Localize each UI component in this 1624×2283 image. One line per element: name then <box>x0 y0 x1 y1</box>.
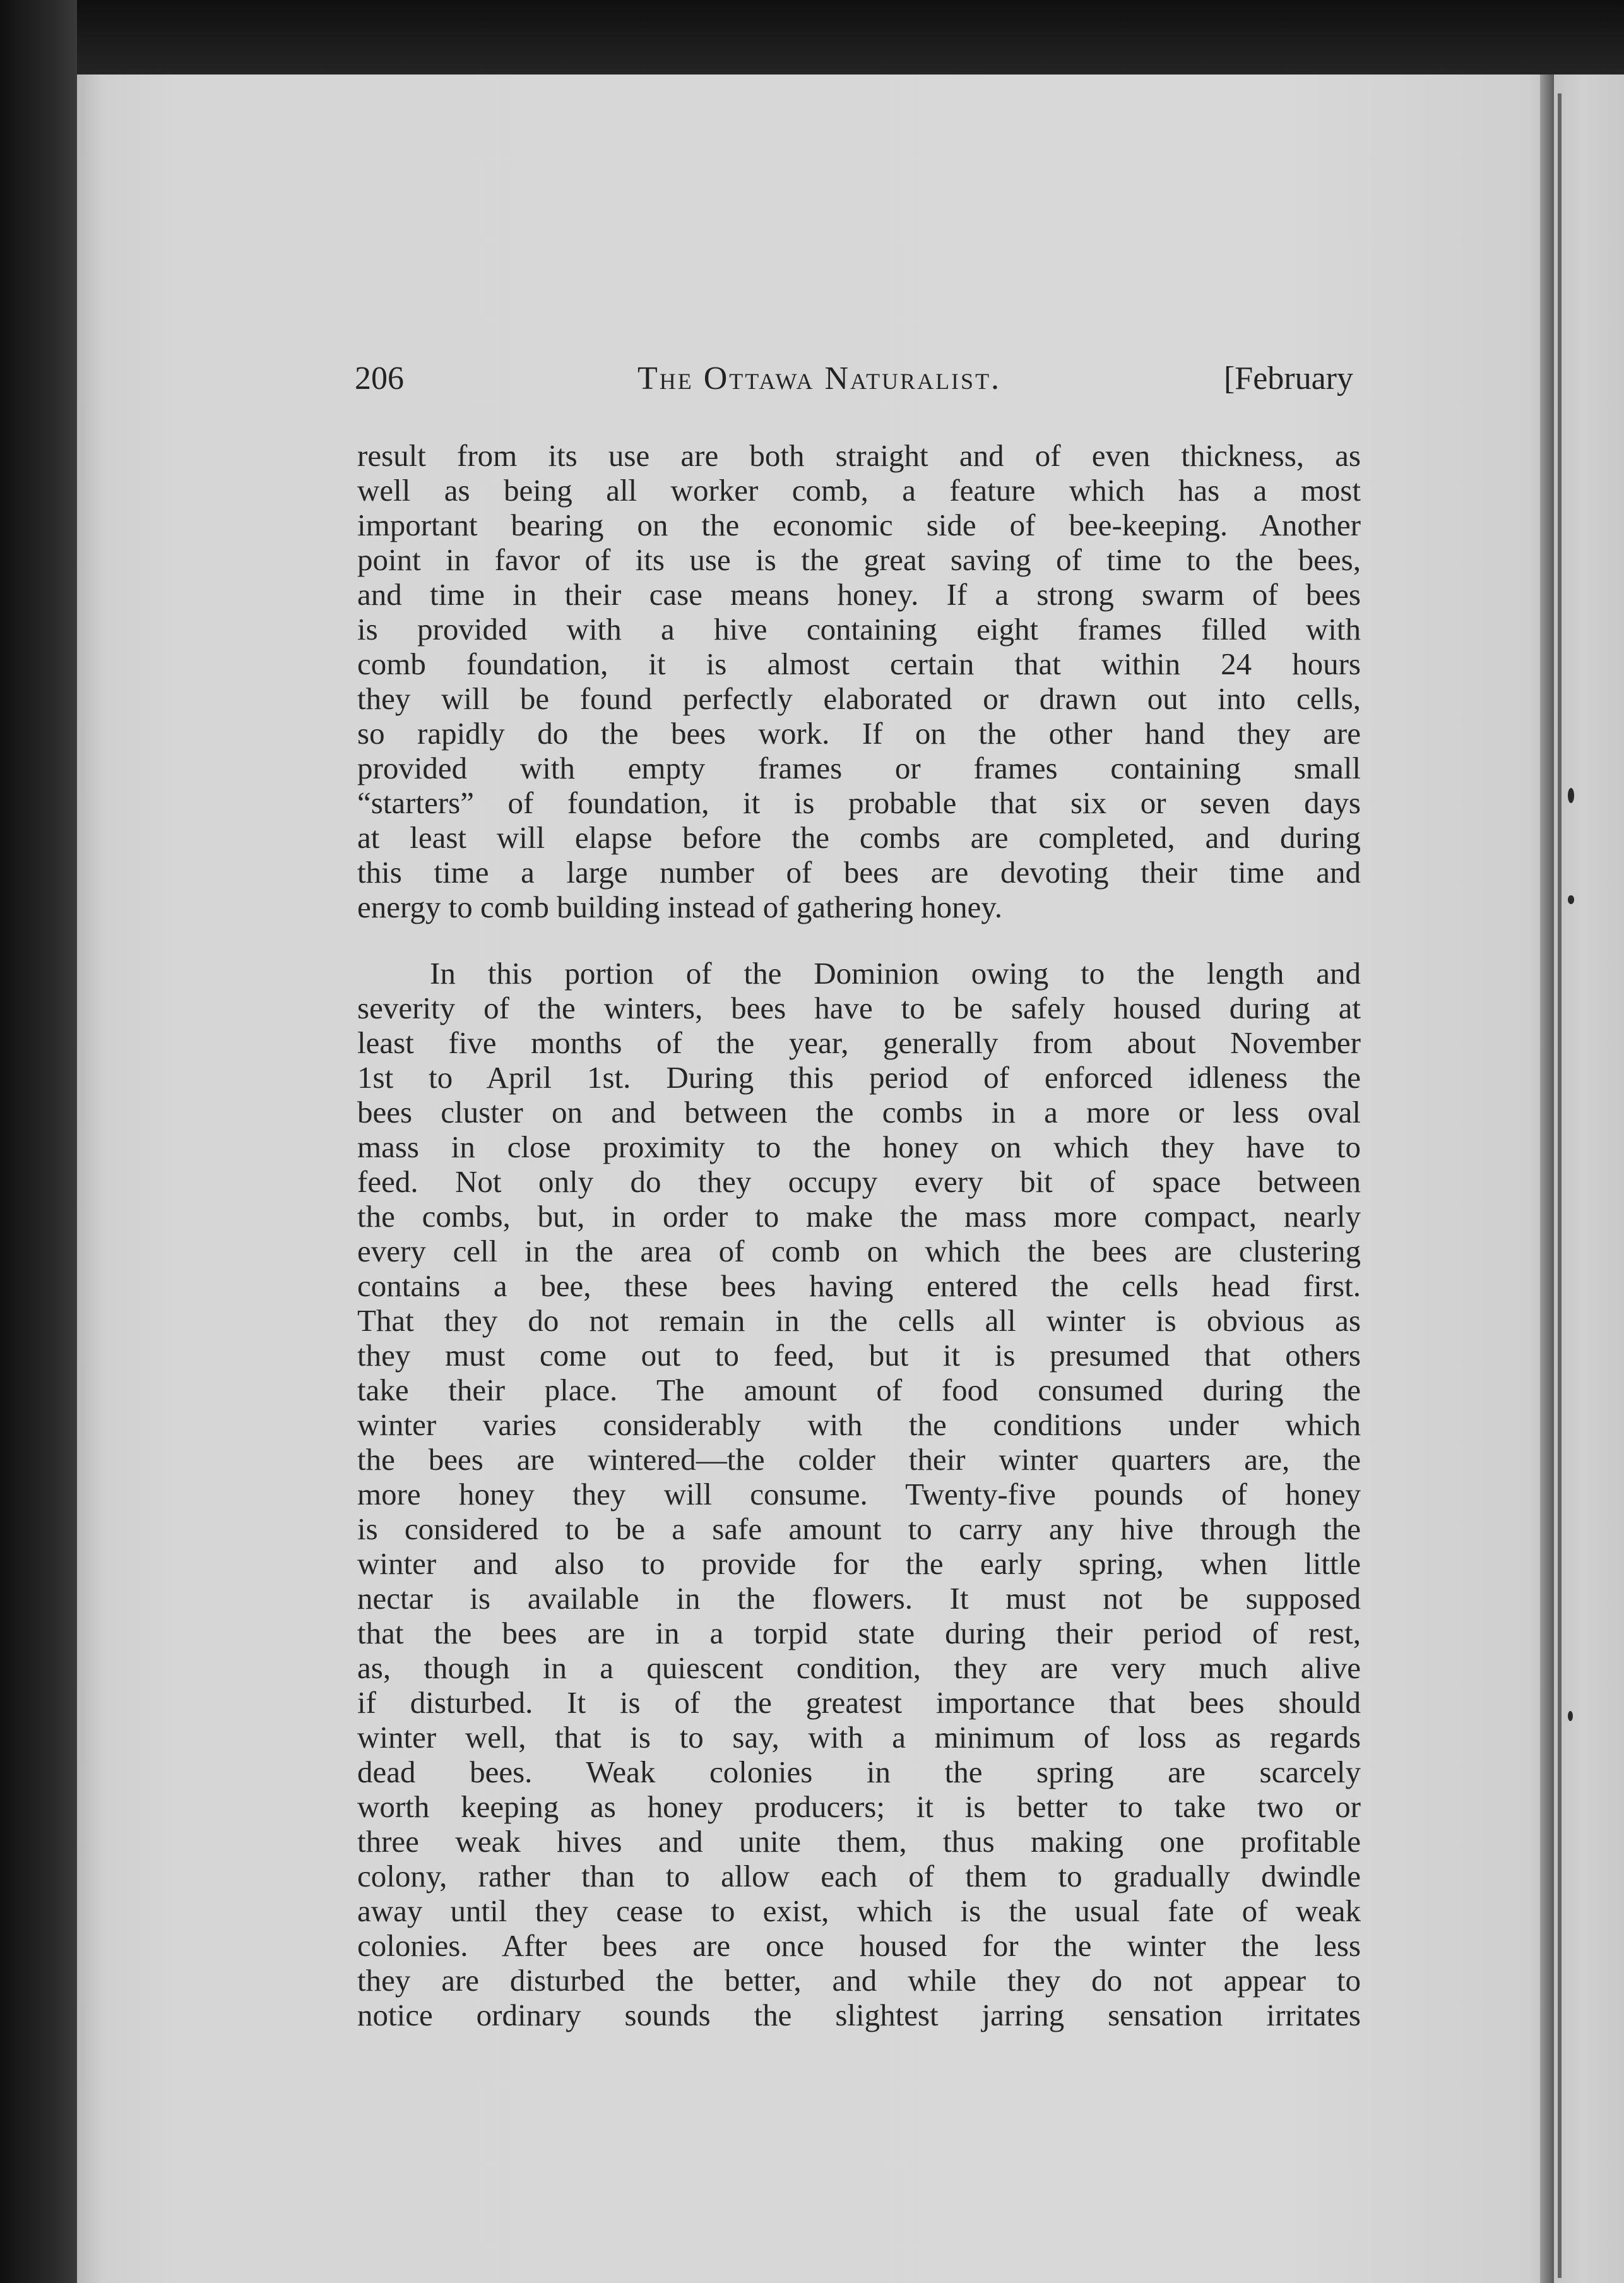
text-line: they will be found perfectly elaborated or drawn out into cells, <box>357 681 1361 716</box>
paragraph-gap <box>357 924 1361 956</box>
facing-page-edge <box>1554 75 1624 2283</box>
text-line: well as being all worker comb, a feature which has a most <box>357 473 1361 508</box>
text-line: this time a large number of bees are devoting their time and <box>357 855 1361 890</box>
article-body <box>357 438 1361 2032</box>
text-line: 1st to April 1st. During this period of enforced idleness the <box>357 1060 1361 1095</box>
ink-speck <box>1568 788 1574 803</box>
issue-month: [February <box>1223 361 1353 396</box>
scanner-background <box>0 0 1624 79</box>
text-line: energy to comb building instead of gathering honey. <box>357 890 1002 924</box>
text-line: away until they cease to exist, which is the usual fate of weak <box>357 1893 1361 1928</box>
text-line: important bearing on the economic side of bee-keeping. Another <box>357 508 1361 542</box>
text-line: That they do not remain in the cells all winter is obvious as <box>357 1303 1361 1338</box>
text-line: the combs, but, in order to make the mass more compact, nearly <box>357 1199 1361 1234</box>
text-line: feed. Not only do they occupy every bit of space between <box>357 1164 1361 1199</box>
text-line: provided with empty frames or frames containing small <box>357 751 1361 785</box>
text-line: if disturbed. It is of the greatest importance that bees should <box>357 1685 1361 1720</box>
text-line: In this portion of the Dominion owing to the length and <box>430 956 1361 991</box>
text-line: so rapidly do the bees work. If on the other hand they are <box>357 716 1361 751</box>
text-line: they must come out to feed, but it is presumed that others <box>357 1338 1361 1373</box>
text-line: winter well, that is to say, with a minimum of loss as regards <box>357 1720 1361 1755</box>
text-line: nectar is available in the flowers. It must not be supposed <box>357 1581 1361 1616</box>
text-line: as, though in a quiescent condition, they are very much alive <box>357 1650 1361 1685</box>
text-line: mass in close proximity to the honey on which they have to <box>357 1130 1361 1164</box>
text-line: result from its use are both straight and of even thickness, as <box>357 438 1361 473</box>
text-line: point in favor of its use is the great saving of time to the bees, <box>357 542 1361 577</box>
text-line: three weak hives and unite them, thus making one profitable <box>357 1824 1361 1859</box>
book-left-edge <box>0 0 77 2283</box>
text-line: more honey they will consume. Twenty-five pounds of honey <box>357 1477 1361 1511</box>
paragraph-1 <box>357 438 1361 924</box>
facing-page-spine <box>1558 93 1562 2278</box>
text-line: and time in their case means honey. If a strong swarm of bees <box>357 577 1361 612</box>
text-line: contains a bee, these bees having entered the cells head first. <box>357 1268 1361 1303</box>
text-line: colony, rather than to allow each of them to gradually dwindle <box>357 1859 1361 1893</box>
text-line: at least will elapse before the combs are completed, and during <box>357 820 1361 855</box>
text-line: winter and also to provide for the early spring, when little <box>357 1546 1361 1581</box>
text-line: is considered to be a safe amount to carry any hive through the <box>357 1511 1361 1546</box>
paragraph-2 <box>357 956 1361 2032</box>
text-line: is provided with a hive containing eight frames filled with <box>357 612 1361 647</box>
text-line: they are disturbed the better, and while they do not appear to <box>357 1963 1361 1998</box>
book-gutter <box>1540 75 1554 2283</box>
ink-speck <box>1568 895 1574 904</box>
text-line: colonies. After bees are once housed for the winter the less <box>357 1928 1361 1963</box>
text-line: comb foundation, it is almost certain that within 24 hours <box>357 647 1361 681</box>
journal-title: The Ottawa Naturalist. <box>637 361 1002 396</box>
page-number: 206 <box>355 361 404 396</box>
ink-speck <box>1568 1711 1573 1721</box>
text-line: bees cluster on and between the combs in a more or less oval <box>357 1095 1361 1130</box>
text-line: “starters” of foundation, it is probable that six or seven days <box>357 785 1361 820</box>
text-line: severity of the winters, bees have to be safely housed during at <box>357 991 1361 1025</box>
text-line: least five months of the year, generally from about November <box>357 1025 1361 1060</box>
text-line: dead bees. Weak colonies in the spring are scarcely <box>357 1755 1361 1789</box>
text-line: winter varies considerably with the conditions under which <box>357 1407 1361 1442</box>
running-head <box>355 360 1353 404</box>
text-line: that the bees are in a torpid state during their period of rest, <box>357 1616 1361 1650</box>
text-line: the bees are wintered—the colder their winter quarters are, the <box>357 1442 1361 1477</box>
text-line: take their place. The amount of food consumed during the <box>357 1373 1361 1407</box>
text-line: notice ordinary sounds the slightest jarring sensation irritates <box>357 1998 1361 2032</box>
text-line: every cell in the area of comb on which the bees are clustering <box>357 1234 1361 1268</box>
text-line: worth keeping as honey producers; it is better to take two or <box>357 1789 1361 1824</box>
